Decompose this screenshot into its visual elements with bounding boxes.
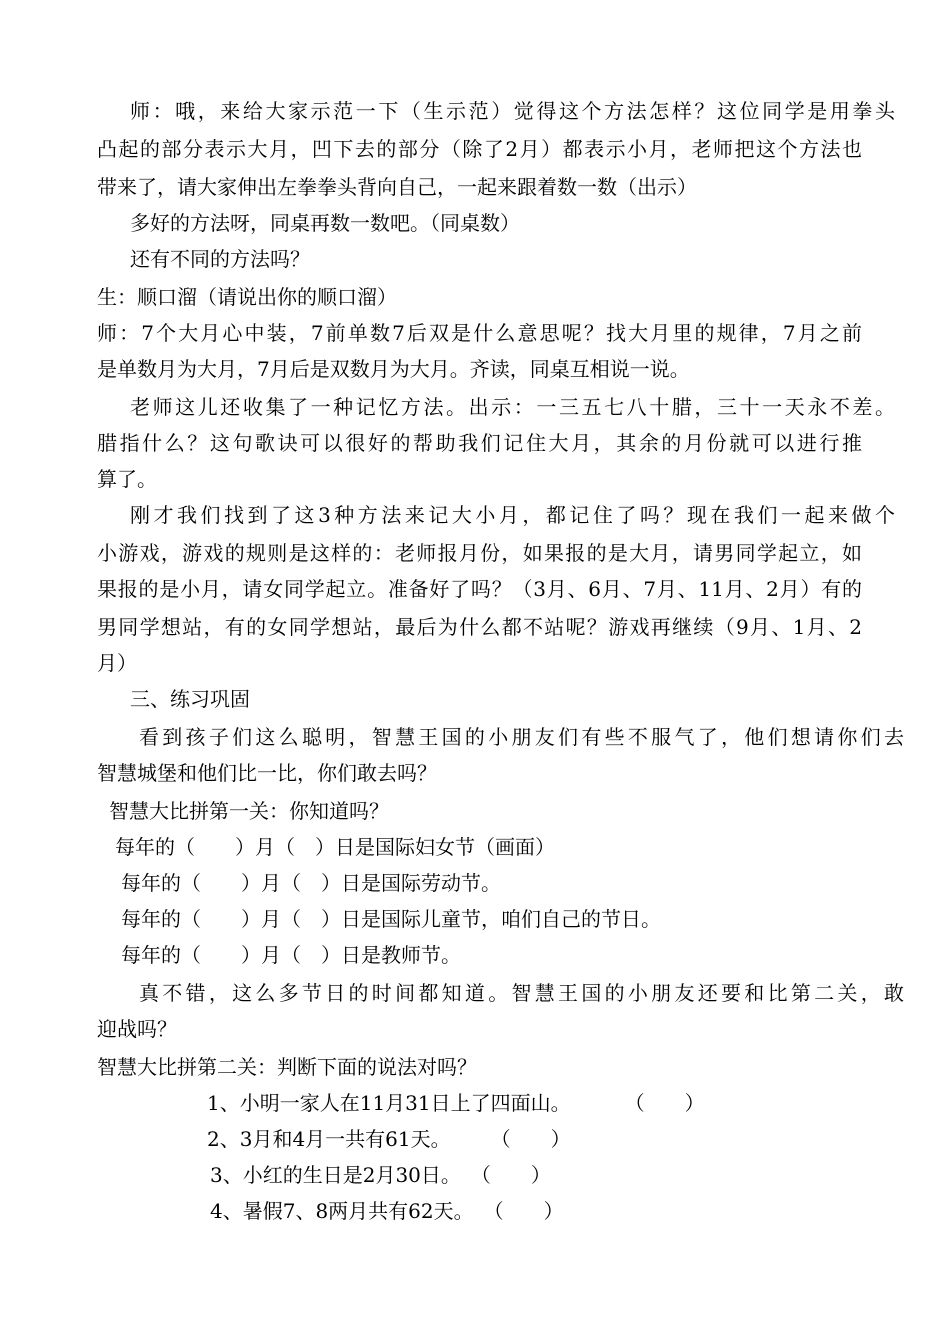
paragraph-line: 刚才我们找到了这3种方法来记大小月，都记住了吗？现在我们一起来做个	[130, 503, 895, 527]
paragraph-line: 多好的方法呀，同桌再数一数吧。（同桌数）	[130, 211, 520, 235]
paragraph-line: 男同学想站，有的女同学想站，最后为什么都不站呢？游戏再继续（9月、1月、2	[97, 615, 862, 639]
paragraph-line: 智慧城堡和他们比一比，你们敢去吗？	[97, 761, 437, 785]
judge-item	[97, 1085, 950, 1121]
fill-blank-line: 每年的（ ）月（ ）日是国际劳动节。	[121, 871, 501, 895]
paragraph-line: 凸起的部分表示大月，凹下去的部分（除了2月）都表示小月，老师把这个方法也	[97, 137, 862, 161]
paragraph-line: 小游戏，游戏的规则是这样的：老师报月份，如果报的是大月，请男同学起立，如	[97, 541, 862, 565]
paragraph-line: 生：顺口溜（请说出你的顺口溜）	[97, 285, 397, 309]
paragraph-line: 真不错，这么多节日的时间都知道。智慧王国的小朋友还要和比第二关，敢	[139, 981, 904, 1005]
quiz-title: 智慧大比拼第一关：你知道吗？	[109, 799, 389, 823]
paragraph-line: 还有不同的方法吗？	[130, 247, 310, 271]
judge-item	[97, 1193, 950, 1229]
quiz-title: 智慧大比拼第二关：判断下面的说法对吗？	[97, 1055, 477, 1079]
paragraph-line: 师：哦，来给大家示范一下（生示范）觉得这个方法怎样？这位同学是用拳头	[130, 99, 895, 123]
fill-blank-line: 每年的（ ）月（ ）日是国际儿童节，咱们自己的节日。	[121, 907, 661, 931]
paragraph-line: 迎战吗？	[97, 1017, 177, 1041]
paragraph-line: 月）	[97, 651, 137, 675]
judge-item-text: 2、3月和4月一共有61天。	[207, 1127, 451, 1151]
judge-item-text: 1、小明一家人在11月31日上了四面山。	[207, 1091, 571, 1115]
paragraph-line: 果报的是小月，请女同学起立。准备好了吗？（3月、6月、7月、11月、2月）有的	[97, 577, 862, 601]
paragraph-line: 带来了，请大家伸出左拳拳头背向自己，一起来跟着数一数（出示）	[97, 175, 697, 199]
fill-blank-line: 每年的（ ）月（ ）日是教师节。	[121, 943, 461, 967]
section-heading: 三、练习巩固	[130, 687, 250, 711]
paragraph-line: 算了。	[97, 467, 157, 491]
paragraph-line: 看到孩子们这么聪明，智慧王国的小朋友们有些不服气了，他们想请你们去	[139, 725, 904, 749]
judge-item-text: 3、小红的生日是2月30日。	[210, 1163, 461, 1187]
paragraph-line: 老师这儿还收集了一种记忆方法。出示：一三五七八十腊，三十一天永不差。	[130, 395, 895, 419]
judge-item	[97, 1121, 950, 1157]
judge-item-text: 4、暑假7、8两月共有62天。	[210, 1199, 474, 1223]
judge-blank: （ ）	[470, 1163, 551, 1187]
judge-blank: （ ）	[490, 1127, 571, 1151]
judge-blank: （ ）	[483, 1199, 564, 1223]
fill-blank-line: 每年的（ ）月（ ）日是国际妇女节（画面）	[115, 835, 555, 859]
judge-item	[97, 1157, 950, 1193]
paragraph-line: 腊指什么？这句歌诀可以很好的帮助我们记住大月，其余的月份就可以进行推	[97, 431, 862, 455]
judge-blank: （ ）	[624, 1091, 705, 1115]
paragraph-line: 是单数月为大月，7月后是双数月为大月。齐读，同桌互相说一说。	[97, 357, 690, 381]
paragraph-line: 师：7个大月心中装，7前单数7后双是什么意思呢？找大月里的规律，7月之前	[97, 321, 862, 345]
